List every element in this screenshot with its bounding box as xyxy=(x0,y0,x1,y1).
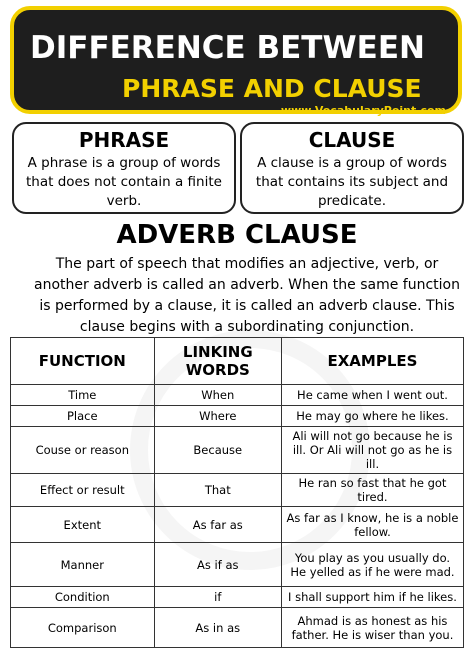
function-cell: Extent xyxy=(11,507,155,543)
example-cell: He may go where he likes. xyxy=(281,406,463,427)
banner-title: DIFFERENCE BETWEEN xyxy=(30,30,425,66)
section-intro: The part of speech that modifies an adjective, verb, or another adverb is called an adverb. When the same function is performed by a clause, it is called an adverb clause. This clause begins with a subordinating conjunction. xyxy=(34,256,460,335)
table-row xyxy=(11,507,464,543)
clause-card-text: A clause is a group of words that contains its subject and predicate. xyxy=(255,155,449,209)
table-row xyxy=(11,406,464,427)
clause-card-title: CLAUSE xyxy=(308,128,396,152)
linking-cell: When xyxy=(154,385,281,406)
function-cell: Place xyxy=(11,406,155,427)
header-function: FUNCTION xyxy=(11,338,155,385)
linking-cell: As far as xyxy=(154,507,281,543)
phrase-card-text: A phrase is a group of words that does not contain a finite verb. xyxy=(26,155,222,209)
function-cell: Time xyxy=(11,385,155,406)
function-cell: Comparison xyxy=(11,608,155,648)
example-cell: As far as I know, he is a noble fellow. xyxy=(281,507,463,543)
example-cell: He ran so fast that he got tired. xyxy=(281,474,463,507)
table-row xyxy=(11,587,464,608)
table-header-row xyxy=(11,338,464,385)
example-cell: You play as you usually do. He yelled as if he were mad. xyxy=(281,543,463,587)
function-cell: Couse or reason xyxy=(11,427,155,474)
clause-card xyxy=(240,122,464,214)
table-row xyxy=(11,474,464,507)
example-cell: I shall support him if he likes. xyxy=(281,587,463,608)
title-banner xyxy=(10,6,462,117)
linking-cell: As in as xyxy=(154,608,281,648)
table-row xyxy=(11,543,464,587)
example-cell: Ali will not go because he is ill. Or Ali will not go as he is ill. xyxy=(281,427,463,474)
section-title: ADVERB CLAUSE xyxy=(116,220,358,250)
table-row xyxy=(11,608,464,648)
linking-cell: if xyxy=(154,587,281,608)
linking-cell: Because xyxy=(154,427,281,474)
phrase-card-title: PHRASE xyxy=(78,128,170,152)
adverb-clause-table xyxy=(10,337,464,648)
banner-subtitle: PHRASE AND CLAUSE xyxy=(122,74,422,103)
phrase-card xyxy=(12,122,236,214)
header-linking-words: LINKING WORDS xyxy=(154,338,281,385)
linking-cell: Where xyxy=(154,406,281,427)
example-cell: He came when I went out. xyxy=(281,385,463,406)
linking-cell: That xyxy=(154,474,281,507)
linking-cell: As if as xyxy=(154,543,281,587)
function-cell: Manner xyxy=(11,543,155,587)
example-cell: Ahmad is as honest as his father. He is wiser than you. xyxy=(281,608,463,648)
function-cell: Effect or result xyxy=(11,474,155,507)
banner-url: www.VocabularyPoint.com xyxy=(280,104,446,117)
function-cell: Condition xyxy=(11,587,155,608)
header-examples: EXAMPLES xyxy=(281,338,463,385)
table-row xyxy=(11,385,464,406)
table-row xyxy=(11,427,464,474)
